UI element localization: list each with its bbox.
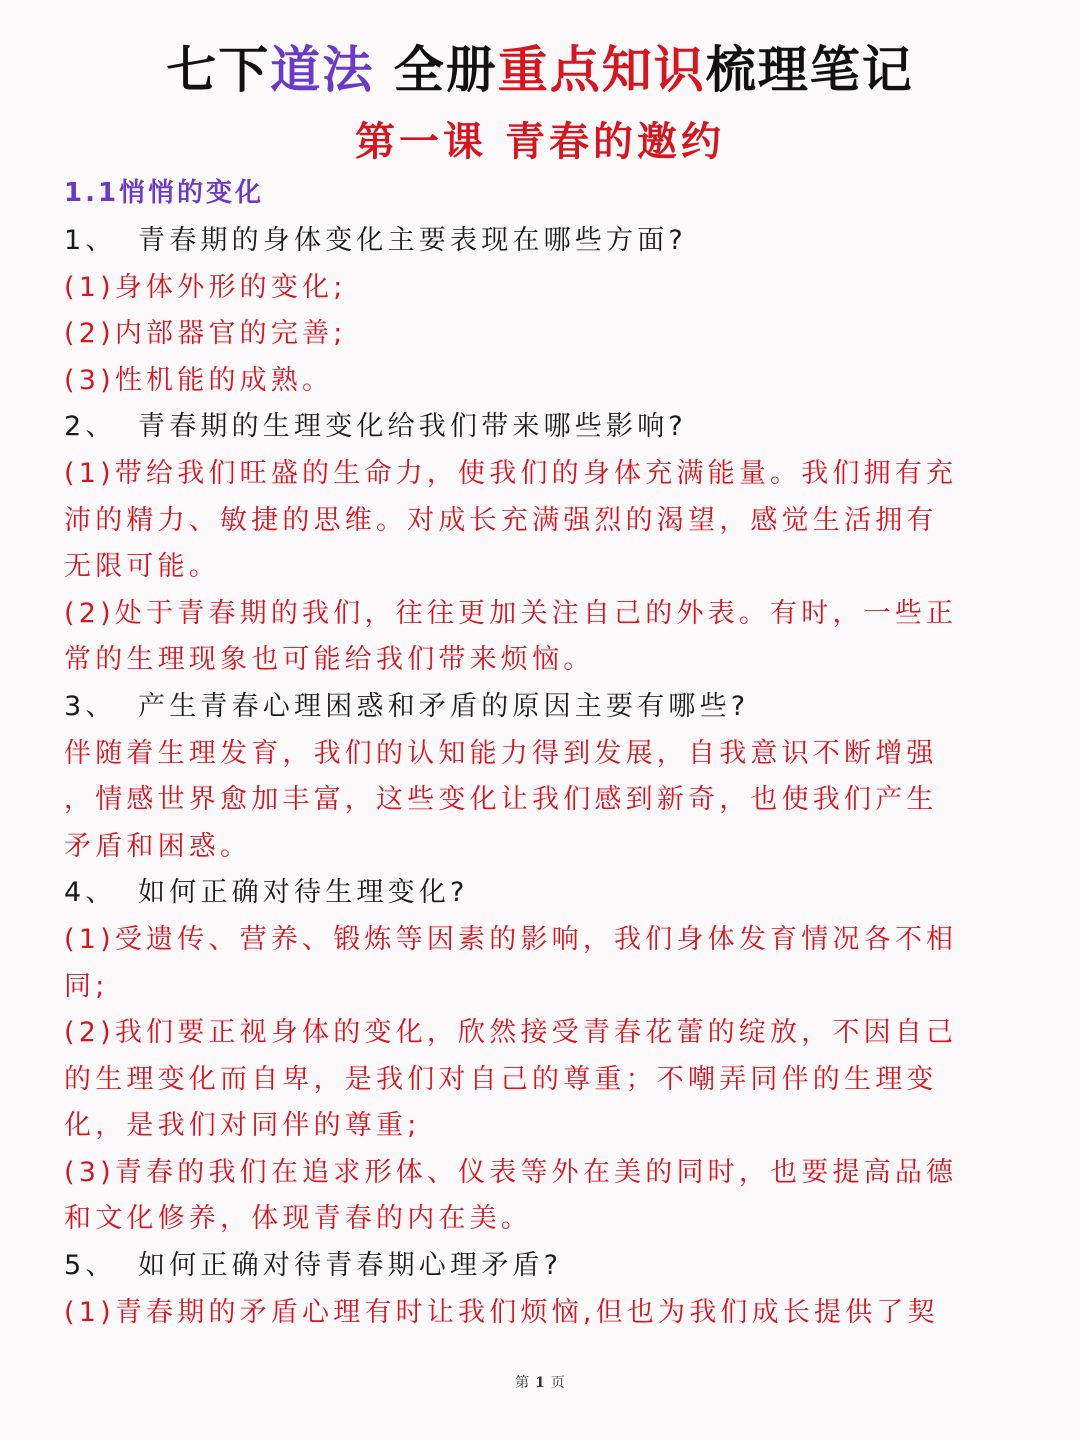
question-number: 3、: [64, 690, 117, 722]
answer-line: (2)内部器官的完善;: [64, 318, 347, 350]
answer-line: 无限可能。: [64, 551, 220, 583]
answer-line: 矛盾和困惑。: [64, 830, 252, 862]
answer-line: (3)青春的我们在追求形体、仪表等外在美的同时，也要提高品德: [64, 1156, 958, 1188]
answer-line: (2)我们要正视身体的变化，欣然接受青春花蕾的绽放，不因自己: [64, 1017, 958, 1049]
answer-line: 常的生理现象也可能给我们带来烦恼。: [64, 644, 595, 676]
answer-line: (1)身体外形的变化;: [64, 271, 347, 303]
question-number: 4、: [64, 877, 117, 909]
question-text: 青春期的生理变化给我们带来哪些影响?: [138, 411, 687, 443]
answer-line: (2)处于青春期的我们，往往更加关注自己的外表。有时，一些正: [64, 597, 958, 629]
page-title: [0, 30, 1080, 102]
question-text: 如何正确对待青春期心理矛盾?: [138, 1250, 563, 1282]
page-footer: [0, 1372, 1080, 1392]
answer-line: 同;: [64, 970, 109, 1002]
answer-line: 伴随着生理发育，我们的认知能力得到发展，自我意识不断增强: [64, 737, 938, 769]
question-text: 产生青春心理困惑和矛盾的原因主要有哪些?: [138, 690, 750, 722]
question-line: [64, 684, 1014, 731]
notes-content: [64, 218, 1014, 1336]
footer-prefix: 第: [515, 1375, 530, 1391]
answer-line: (1)青春期的矛盾心理有时让我们烦恼,但也为我们成长提供了契: [64, 1296, 939, 1328]
title-part-4: 重点知识: [497, 41, 706, 99]
question-text: 青春期的身体变化主要表现在哪些方面?: [138, 225, 687, 256]
question-number: 1、: [64, 225, 117, 256]
question-line: [64, 218, 1014, 265]
question-line: [64, 404, 1014, 451]
question-line: [64, 870, 1014, 917]
answer-line: (1)带给我们旺盛的生命力，使我们的身体充满能量。我们拥有充: [64, 457, 958, 489]
lesson-title: 第一课 青春的邀约: [355, 119, 725, 165]
answer-line: 的生理变化而自卑，是我们对自己的尊重；不嘲弄同伴的生理变: [64, 1063, 938, 1095]
question-number: 2、: [64, 411, 117, 443]
answer-line: ，情感世界愈加丰富，这些变化让我们感到新奇，也使我们产生: [64, 784, 938, 816]
answer-line: 沛的精力、敏捷的思维。对成长充满强烈的渴望，感觉生活拥有: [64, 504, 938, 536]
title-part-1: 七下: [166, 41, 271, 99]
answer-line: (1)受遗传、营养、锻炼等因素的影响，我们身体发育情况各不相: [64, 923, 958, 955]
title-part-3: 全册: [374, 41, 498, 99]
title-part-2: 道法: [270, 41, 375, 99]
section-title: 1.1悄悄的变化: [64, 178, 265, 208]
answer-line: 和文化修养，体现青春的内在美。: [64, 1203, 532, 1235]
title-part-5: 梳理笔记: [705, 41, 914, 99]
question-number: 5、: [64, 1250, 117, 1282]
footer-suffix: 页: [550, 1375, 565, 1391]
question-text: 如何正确对待生理变化?: [138, 877, 469, 909]
question-line: [64, 1243, 1014, 1290]
page-number: 1: [535, 1375, 545, 1391]
answer-line: (3)性机能的成熟。: [64, 364, 334, 396]
answer-line: 化，是我们对同伴的尊重;: [64, 1110, 421, 1142]
